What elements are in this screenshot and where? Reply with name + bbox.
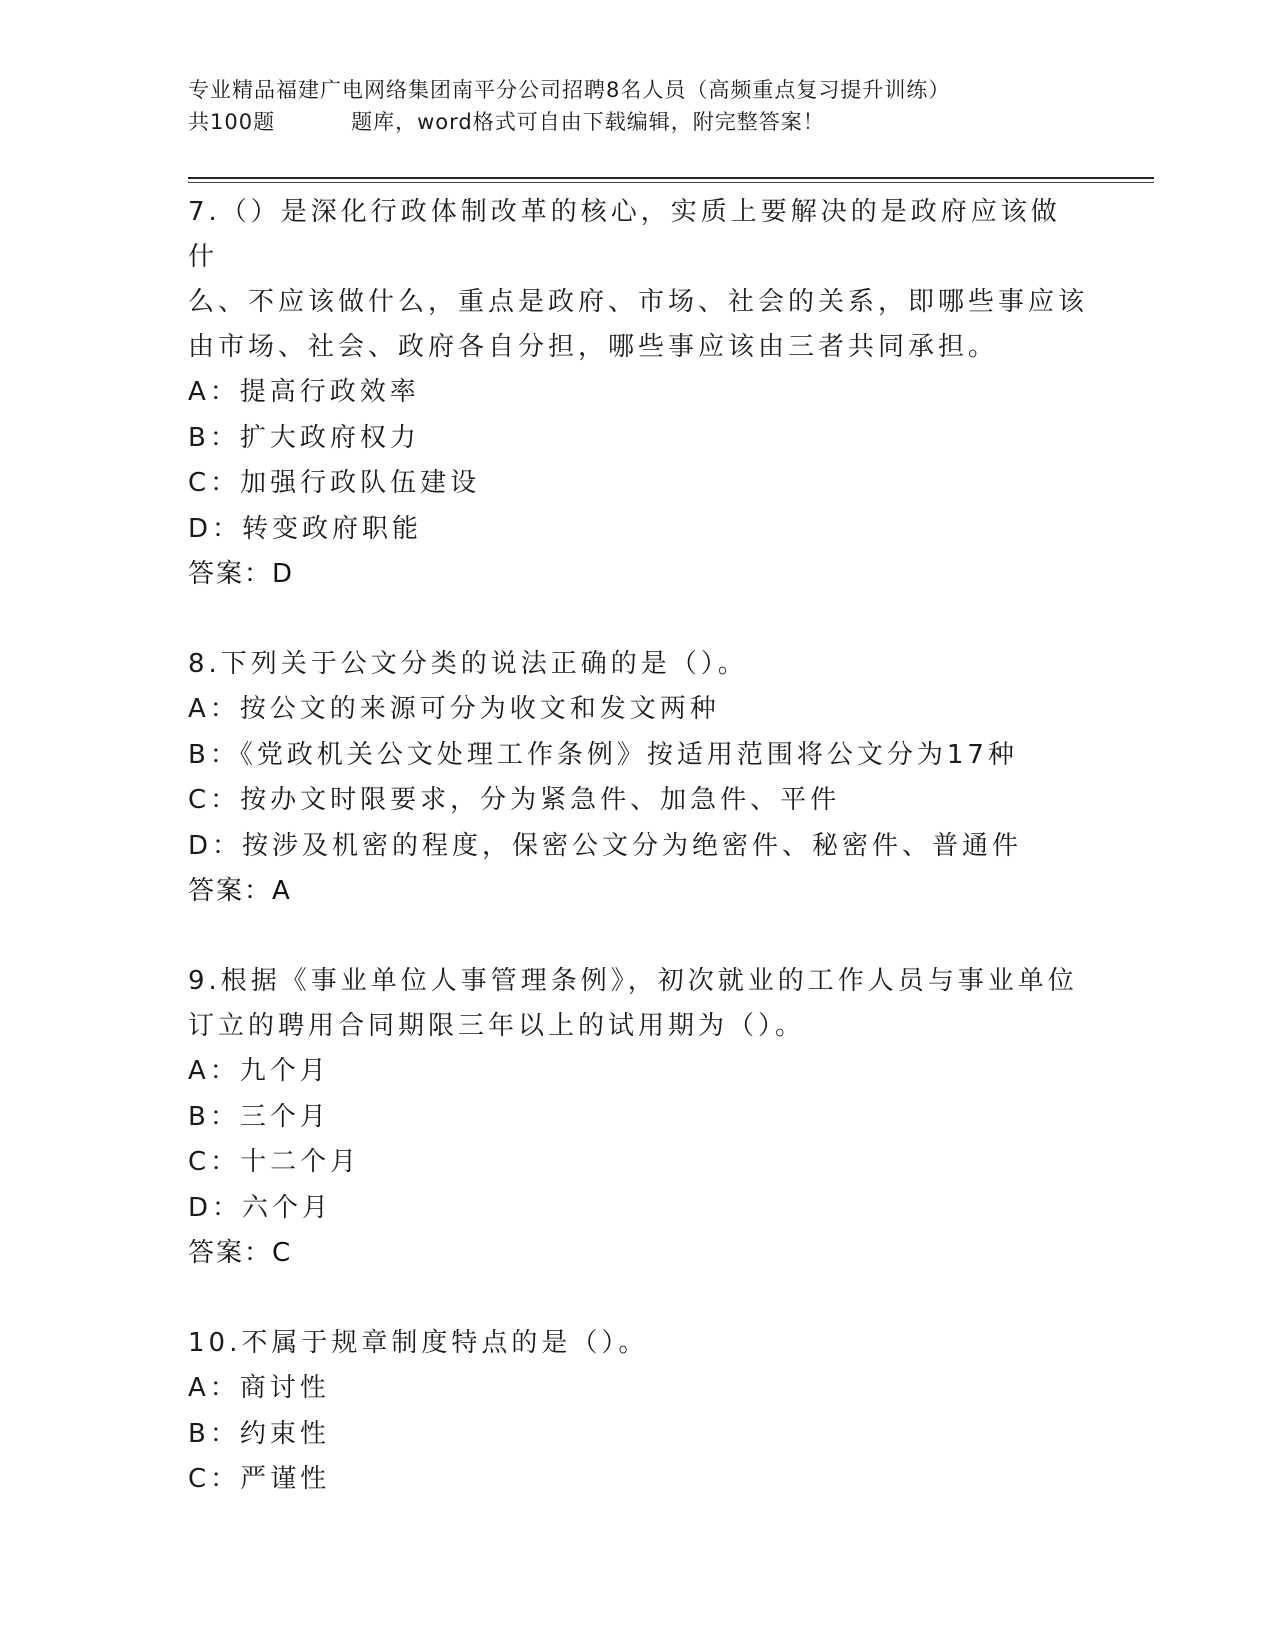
question-8 — [188, 642, 1088, 914]
option-d: D：六个月 — [188, 1192, 333, 1223]
question-7 — [188, 190, 1088, 597]
option-b: B：三个月 — [188, 1101, 330, 1132]
question-9 — [188, 959, 1088, 1276]
header-question-count: 共100题 — [188, 110, 276, 134]
answer-line: 答案：A — [188, 876, 292, 906]
option-d: D：按涉及机密的程度，保密公文分为绝密件、秘密件、普通件 — [188, 830, 1023, 861]
option-a: A：提高行政效率 — [188, 377, 420, 407]
header-description: 题库，word格式可自由下载编辑，附完整答案！ — [351, 110, 825, 134]
question-10 — [188, 1321, 1088, 1503]
option-c: C：加强行政队伍建设 — [188, 468, 481, 498]
option-d: D：转变政府职能 — [188, 513, 423, 544]
question-text-line: 10.不属于规章制度特点的是（）。 — [188, 1328, 649, 1358]
question-text-line: 订立的聘用合同期限三年以上的试用期为（）。 — [188, 1011, 806, 1041]
option-b: B：扩大政府权力 — [188, 422, 420, 453]
header-divider-thick — [188, 177, 1154, 179]
option-b: B：《党政机关公文处理工作条例》按适用范围将公文分为17种 — [188, 739, 1018, 770]
question-text-line: 由市场、社会、政府各自分担，哪些事应该由三者共同承担。 — [188, 332, 999, 362]
option-a: A：商讨性 — [188, 1373, 330, 1403]
option-c: C：严谨性 — [188, 1464, 331, 1494]
option-b: B：约束性 — [188, 1418, 330, 1449]
question-text-line: 7.（）是深化行政体制改革的核心，实质上要解决的是政府应该做什 — [188, 197, 1061, 272]
question-text-line: 8.下列关于公文分类的说法正确的是（）。 — [188, 649, 748, 679]
option-a: A：按公文的来源可分为收文和发文两种 — [188, 694, 720, 724]
document-header — [188, 74, 1088, 138]
header-subtitle — [188, 106, 1088, 138]
question-text-line: 9.根据《事业单位人事管理条例》，初次就业的工作人员与事业单位 — [188, 966, 1078, 996]
header-divider-thin — [188, 182, 1154, 183]
option-c: C：按办文时限要求，分为紧急件、加急件、平件 — [188, 785, 841, 815]
header-title: 专业精品福建广电网络集团南平分公司招聘8名人员（高频重点复习提升训练） — [188, 78, 951, 102]
question-list — [188, 190, 1088, 1503]
option-a: A：九个月 — [188, 1056, 330, 1086]
answer-line: 答案：C — [188, 1238, 293, 1268]
question-text-line: 么、不应该做什么，重点是政府、市场、社会的关系，即哪些事应该 — [188, 287, 1089, 317]
option-c: C：十二个月 — [188, 1147, 361, 1177]
answer-line: 答案：D — [188, 559, 295, 589]
